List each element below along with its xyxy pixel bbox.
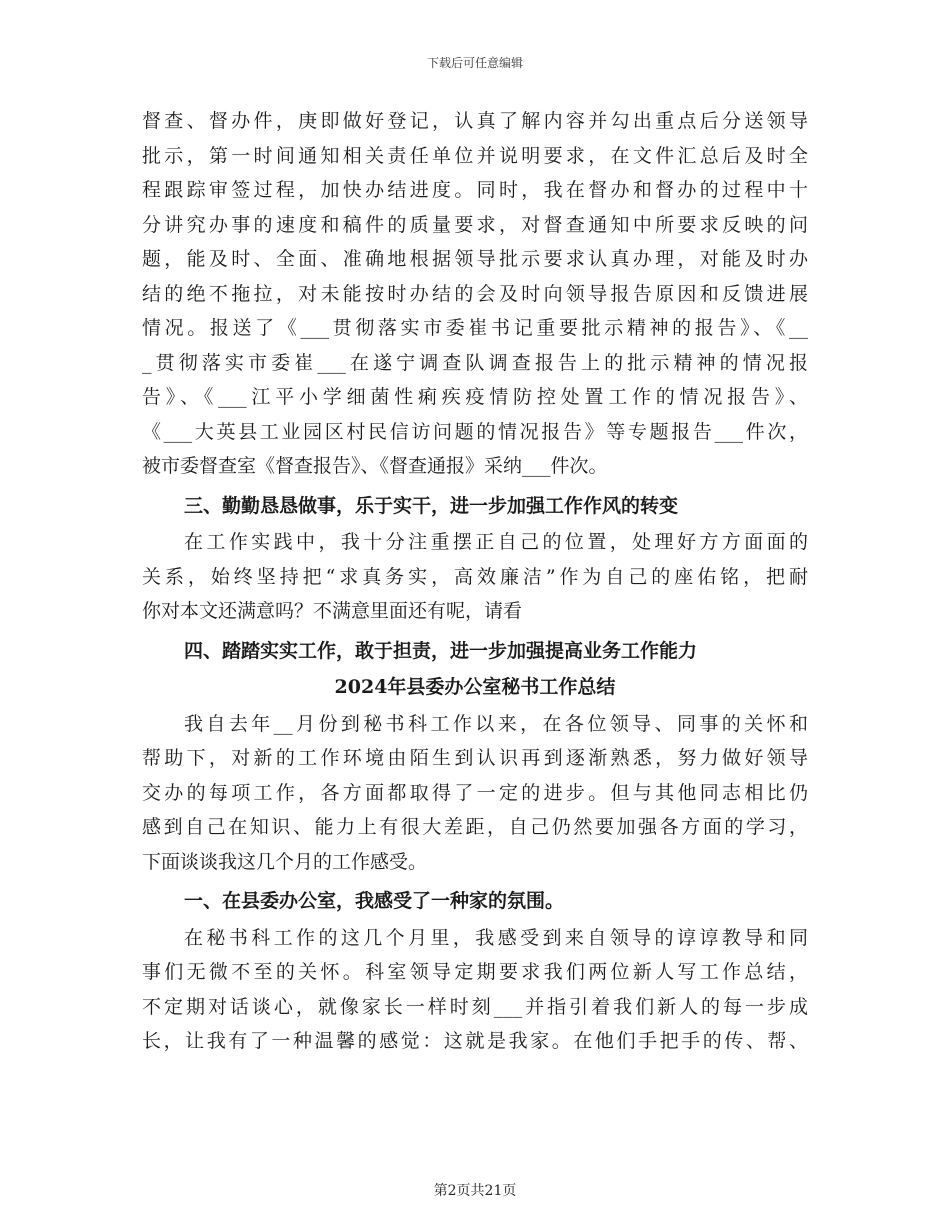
text-line: 事们无微不至的关怀。科室领导定期要求我们两位新人写工作总结，	[142, 961, 808, 983]
text-line: 程跟踪审签过程，加快办结进度。同时，我在督办和督办的过程中十	[142, 179, 808, 201]
text-line: 被市委督查室《督查报告》、《督查通报》采纳___件次。	[142, 455, 608, 477]
document-title: 2024年县委办公室秘书工作总结	[334, 676, 616, 698]
page-header: 下载后可任意编辑	[426, 56, 523, 70]
text-line: 在秘书科工作的这几个月里，我感受到来自领导的谆谆教导和同	[184, 926, 808, 949]
text-line: 《___大英县工业园区村民信访问题的情况报告》等专题报告___件次，	[142, 420, 808, 443]
section-heading: 一、在县委办公室，我感受了一种家的氛围。	[184, 890, 565, 912]
text-line: 长，让我有了一种温馨的感觉：这就是我家。在他们手把手的传、帮、	[142, 1030, 808, 1052]
text-line: 结的绝不拖拉，对未能按时办结的会及时向领导报告原因和反馈进展	[142, 282, 808, 305]
text-line: 下面谈谈我这几个月的工作感受。	[142, 850, 428, 873]
text-line: _贯彻落实市委崔___在遂宁调查队调查报告上的批示精神的情况报	[142, 351, 808, 374]
text-line: 告》、《___江平小学细菌性痢疾疫情防控处置工作的情况报告》、	[142, 386, 808, 408]
text-line: 帮助下，对新的工作环境由陌生到认识再到逐渐熟悉，努力做好领导	[142, 747, 808, 769]
text-line: 在工作实践中，我十分注重摆正自己的位置，处理好方方面面的	[184, 531, 808, 553]
text-line: 关系，始终坚持把“求真务实，高效廉洁”作为自己的座佑铭，把耐	[142, 565, 808, 588]
section-heading: 三、勤勤恳恳做事，乐于实干，进一步加强工作作风的转变	[184, 494, 679, 517]
text-line: 交办的每项工作，各方面都取得了一定的进步。但与其他同志相比仍	[142, 781, 808, 804]
page-footer: 第2页共21页	[433, 1183, 517, 1199]
text-line: 感到自己在知识、能力上有很大差距，自己仍然要加强各方面的学习，	[142, 816, 808, 838]
text-line: 不定期对话谈心，就像家长一样时刻___并指引着我们新人的每一步成	[142, 995, 808, 1018]
text-line: 你对本文还满意吗？不满意里面还有呢，请看	[142, 600, 523, 622]
text-line: 题，能及时、全面、准确地根据领导批示要求认真办理，对能及时办	[142, 248, 808, 270]
text-line: 批示，第一时间通知相关责任单位并说明要求，在文件汇总后及时全	[142, 144, 808, 167]
text-line: 我自去年__月份到秘书科工作以来，在各位领导、同事的关怀和	[184, 712, 808, 735]
text-line: 督查、督办件，庚即做好登记，认真了解内容并勾出重点后分送领导	[142, 110, 808, 132]
text-line: 分讲究办事的速度和稿件的质量要求，对督查通知中所要求反映的问	[142, 213, 808, 236]
document-body	[142, 104, 808, 1059]
text-line: 情况。报送了《___贯彻落实市委崔书记重要批示精神的报告》、《__	[142, 317, 808, 339]
section-heading: 四、踏踏实实工作，敢于担责，进一步加强提高业务工作能力	[184, 639, 698, 662]
